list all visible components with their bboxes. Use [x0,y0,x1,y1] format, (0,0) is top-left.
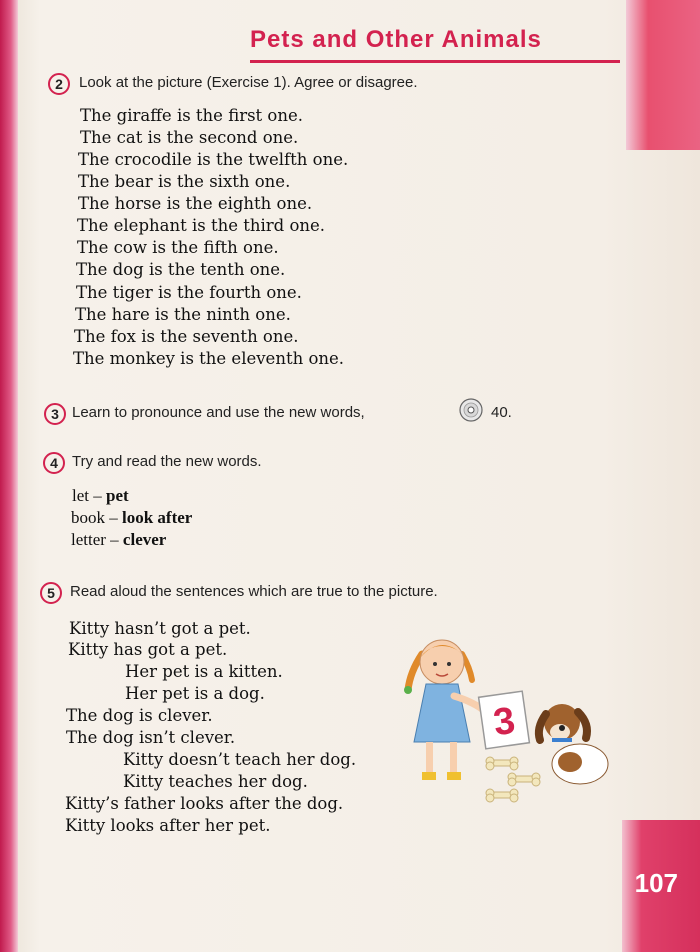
top-edge-tab [626,0,700,150]
exercise-5-instruction: Read aloud the sentences which are true to the picture. [70,583,438,600]
ex5-line: Kitty looks after her pet. [65,816,271,835]
girl-and-dog-illustration [390,632,630,812]
ex2-line: The dog is the tenth one. [76,260,286,279]
ex2-line: The cow is the fifth one. [77,238,279,257]
page-title: Pets and Other Animals [250,26,542,53]
word-pair [71,530,166,550]
exercise-5-number: 5 [40,582,62,604]
ex5-line: Her pet is a kitten. [125,662,283,681]
cd-icon [459,398,483,422]
ex2-line: The monkey is the eleventh one. [73,349,345,368]
ex5-line: Kitty’s father looks after the dog. [65,794,344,813]
new-word: look after [122,508,193,527]
known-word: letter [71,530,106,549]
exercise-2-instruction: Look at the picture (Exercise 1). Agree or disagree. [79,74,418,91]
ex5-line: The dog isn’t clever. [66,728,236,747]
audio-track-number: 40. [491,404,512,421]
title-underline [250,60,620,63]
ex2-line: The bear is the sixth one. [78,172,291,191]
ex2-line: The hare is the ninth one. [75,305,291,324]
ex5-line: Kitty has got a pet. [68,640,228,659]
ex5-line: Kitty doesn’t teach her dog. [123,750,357,769]
exercise-4-instruction: Try and read the new words. [72,453,262,470]
exercise-3-instruction: Learn to pronounce and use the new words, [72,404,365,421]
page-number: 107 [634,868,678,898]
known-word: book [71,508,105,527]
ex2-line: The cat is the second one. [80,128,299,147]
known-word: let [72,486,89,505]
word-pair [72,486,129,506]
exercise-2-number: 2 [48,73,70,95]
ex5-line: Kitty teaches her dog. [123,772,308,791]
card-number: 3 [490,699,518,745]
new-word: clever [122,530,167,549]
exercise-3-number: 3 [44,403,66,425]
ex5-line: Kitty hasn’t got a pet. [69,619,251,638]
word-pair [71,508,192,528]
dash: – [109,508,118,527]
ex2-line: The crocodile is the twelfth one. [78,150,349,169]
new-word: pet [106,486,129,505]
ex5-line: The dog is clever. [66,706,213,725]
ex2-line: The horse is the eighth one. [78,194,313,213]
ex2-line: The elephant is the third one. [77,216,326,235]
ex2-line: The tiger is the fourth one. [76,283,302,302]
page-spine [0,0,18,952]
ex5-line: Her pet is a dog. [125,684,265,703]
dash: – [93,486,102,505]
dash: – [110,530,119,549]
ex2-line: The fox is the seventh one. [74,327,299,346]
ex2-line: The giraffe is the first one. [80,106,303,125]
exercise-4-number: 4 [43,452,65,474]
